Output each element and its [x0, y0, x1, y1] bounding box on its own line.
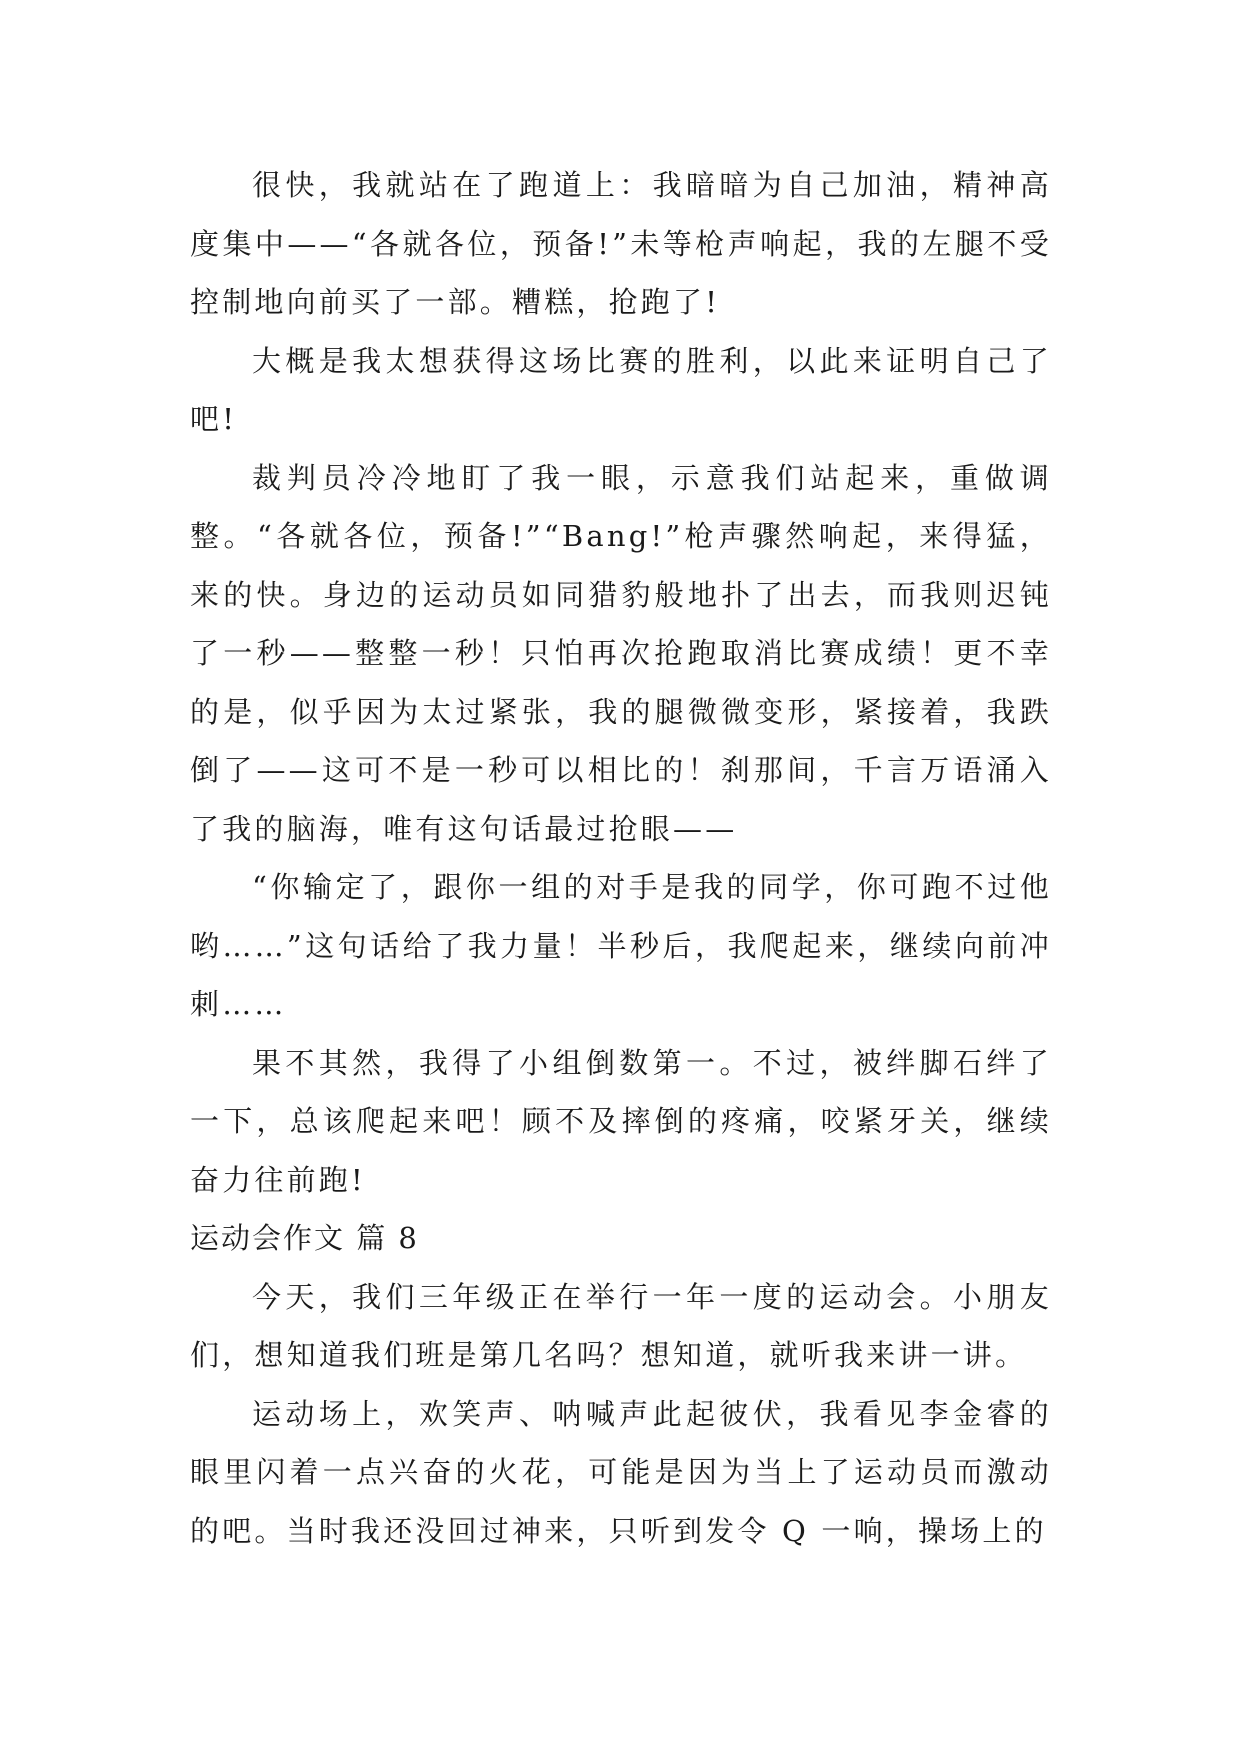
paragraph-victory-wish: 大概是我太想获得这场比赛的胜利，以此来证明自己了吧!	[190, 343, 1052, 436]
section-heading: 运动会作文 篇 8	[190, 1221, 419, 1255]
paragraph-sports-day-intro: 今天，我们三年级正在举行一年一度的运动会。小朋友们，想知道我们班是第几名吗？想知道，就听我来讲一讲。	[190, 1279, 1052, 1372]
paragraph-sports-field: 运动场上，欢笑声、呐喊声此起彼伏，我看见李金睿的眼里闪着一点兴奋的火花，可能是因为当上了运动员而激动的吧。当时我还没回过神来，只听到发令 Q 一响，操场上的	[190, 1396, 1052, 1548]
paragraph-opponent-taunt: “你输定了，跟你一组的对手是我的同学，你可跑不过他哟……”这句话给了我力量！半秒后，我爬起来，继续向前冲刺……	[190, 870, 1052, 1021]
paragraph-start-line: 很快，我就站在了跑道上：我暗暗为自己加油，精神高度集中——“各就各位，预备!”未等枪声响起，我的左腿不受控制地向前买了一部。糟糕，抢跑了!	[190, 168, 1052, 319]
document-body	[190, 156, 1052, 1560]
paragraph-race-result: 果不其然，我得了小组倒数第一。不过，被绊脚石绊了一下，总该爬起来吧！顾不及摔倒的疼痛，咬紧牙关，继续奋力往前跑!	[190, 1045, 1052, 1197]
paragraph-referee-restart: 裁判员冷冷地盯了我一眼，示意我们站起来，重做调整。“各就各位，预备!”“Bang!”枪声骤然响起，来得猛，来的快。身边的运动员如同猎豹般地扑了出去，而我则迟钝了一秒——整整一秒！只怕再次抢跑取消比赛成绩！更不幸的是，似乎因为太过紧张，我的腿微微变形，紧接着，我跌倒了——这可不是一秒可以相比的！刹那间，千言万语涌入了我的脑海，唯有这句话最过抢眼——	[190, 460, 1052, 846]
